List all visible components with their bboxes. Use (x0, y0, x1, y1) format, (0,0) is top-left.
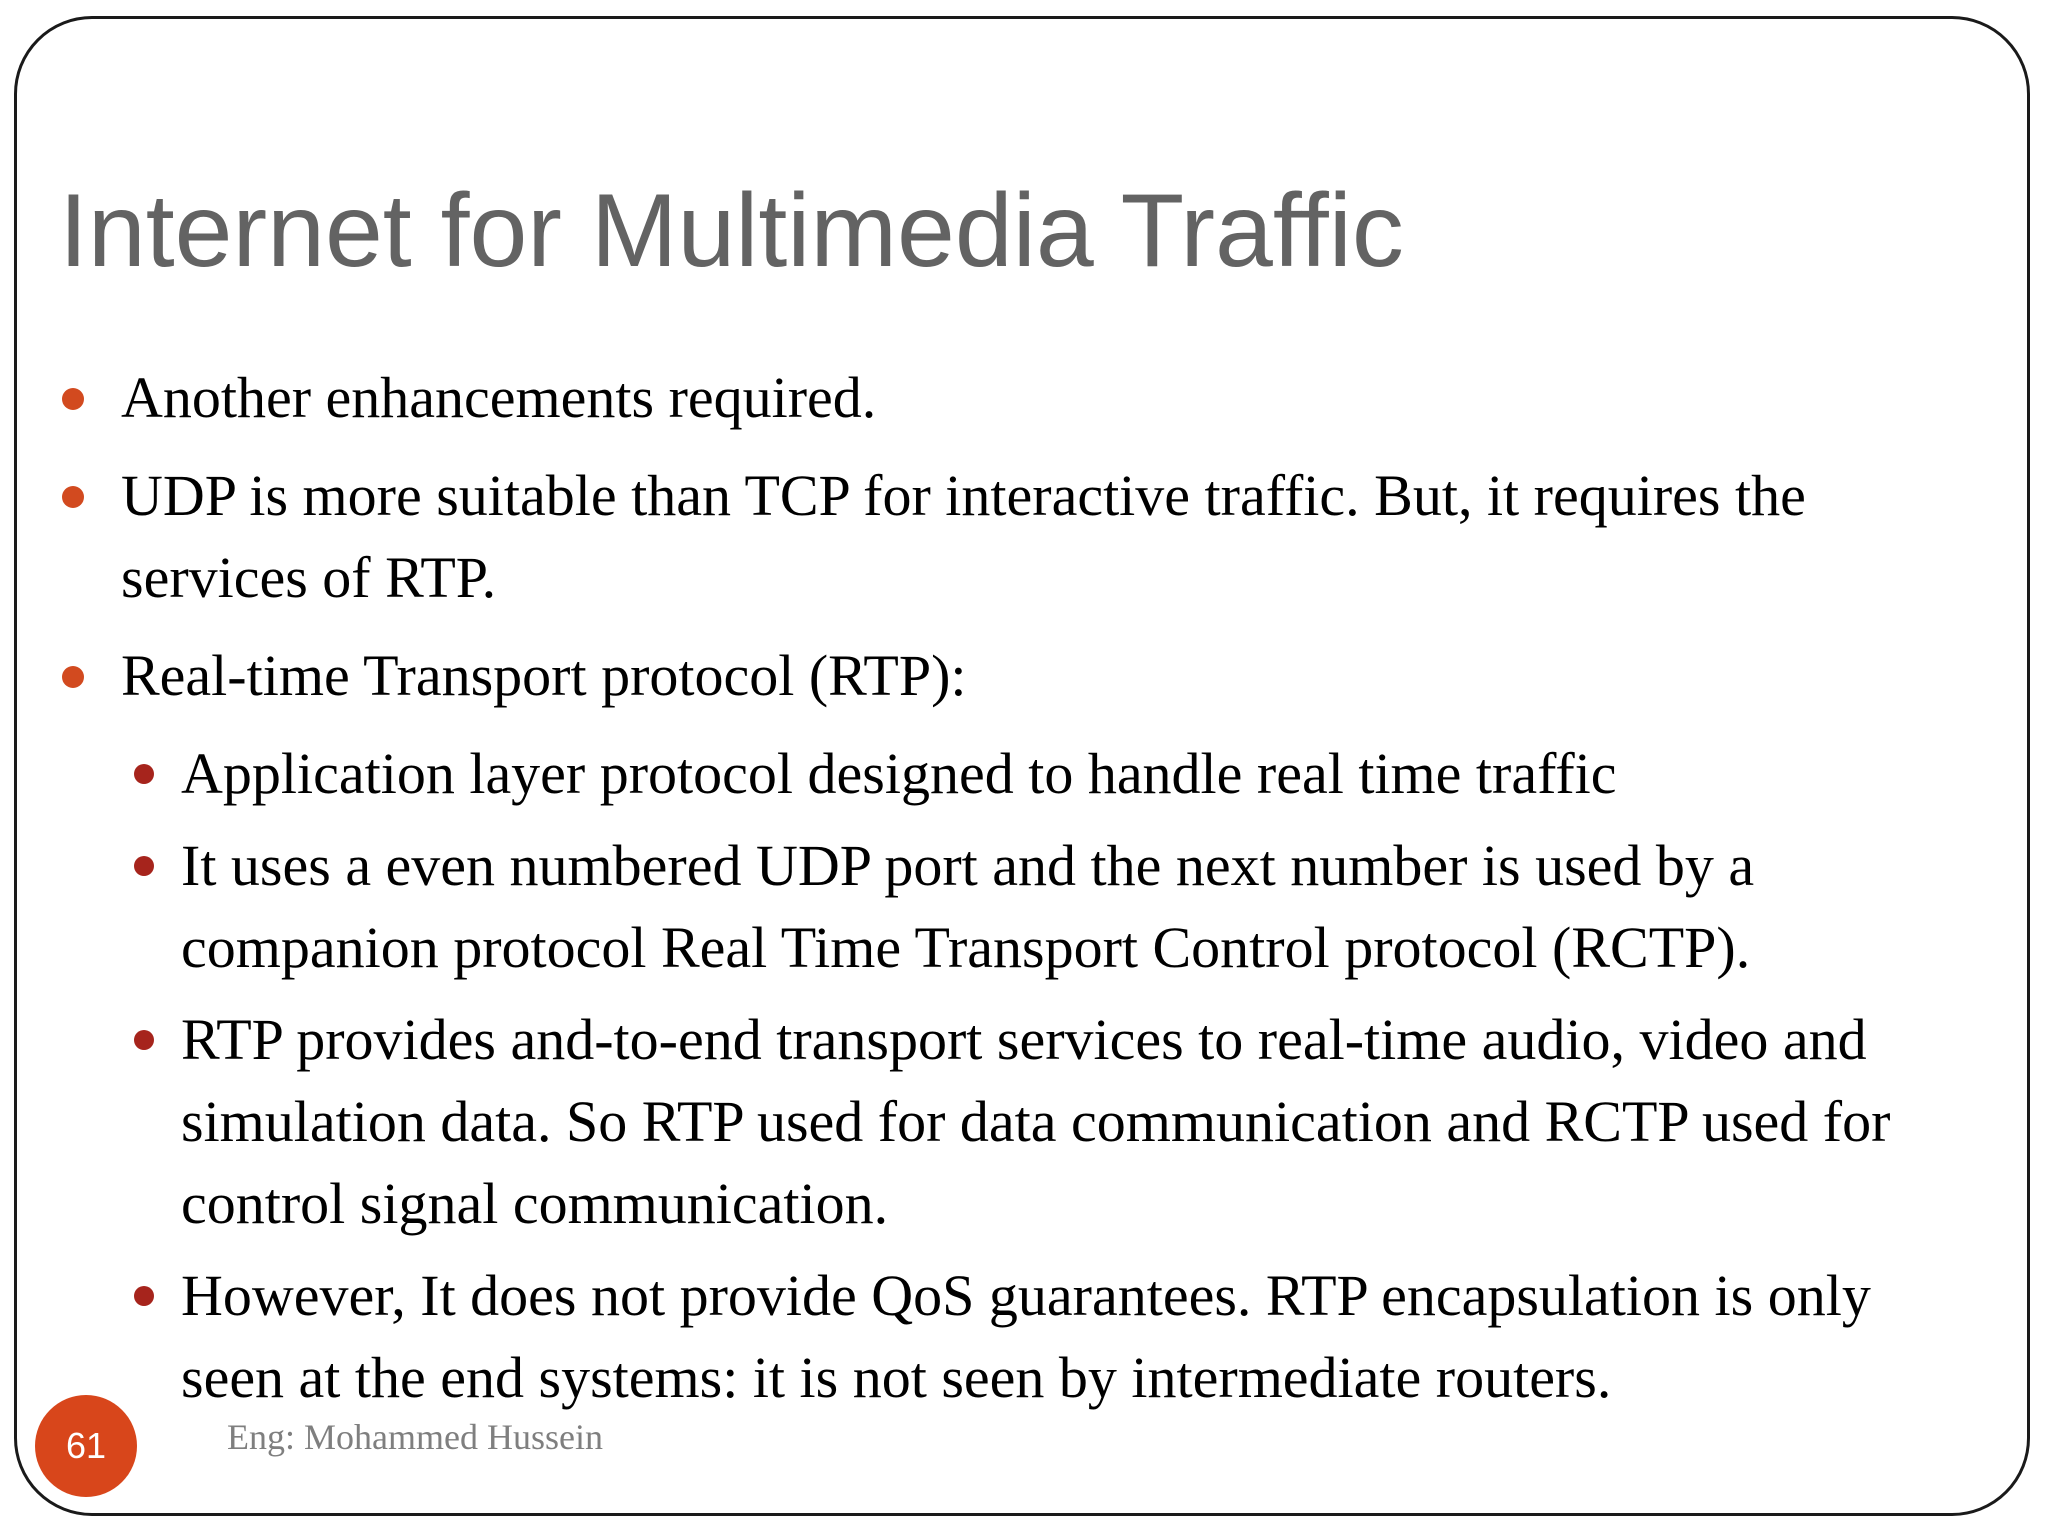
slide-title: Internet for Multimedia Traffic (59, 173, 1404, 289)
bullet-text: Real-time Transport protocol (RTP): (121, 643, 967, 708)
sub-bullet-item (17, 733, 2030, 815)
footer-author: Eng: Mohammed Hussein (227, 1417, 603, 1457)
sub-bullet-item (17, 1255, 2030, 1419)
bullet-dot-icon (62, 486, 84, 508)
sub-bullet-item (17, 999, 2030, 1245)
sub-bullet-text: Application layer protocol designed to handle real time traffic (181, 741, 1617, 806)
bullet-item (17, 635, 2030, 717)
bullet-dot-icon (62, 388, 84, 410)
slide (14, 16, 2030, 1516)
sub-bullet-text: RTP provides and-to-end transport services to real-time audio, video and simulation data. So RTP used for data communication and RCTP used for control signal communication. (181, 1007, 1891, 1236)
sub-bullet-dot-icon (134, 764, 154, 784)
bullet-text: Another enhancements required. (121, 365, 877, 430)
sub-bullet-text: However, It does not provide QoS guarantees. RTP encapsulation is only seen at the end systems: it is not seen by intermediate routers. (181, 1263, 1871, 1410)
sub-bullet-dot-icon (134, 1286, 154, 1306)
bullet-list (17, 357, 2030, 1429)
sub-bullet-dot-icon (134, 1030, 154, 1050)
bullet-text: UDP is more suitable than TCP for interactive traffic. But, it requires the services of RTP. (121, 463, 1806, 610)
bullet-item (17, 455, 2030, 619)
sub-bullet-text: It uses a even numbered UDP port and the next number is used by a companion protocol Real Time Transport Control protocol (RCTP). (181, 833, 1755, 980)
bullet-item (17, 357, 2030, 439)
page-number-badge: 61 (35, 1395, 137, 1497)
sub-bullet-item (17, 825, 2030, 989)
sub-bullet-dot-icon (134, 856, 154, 876)
bullet-dot-icon (62, 666, 84, 688)
